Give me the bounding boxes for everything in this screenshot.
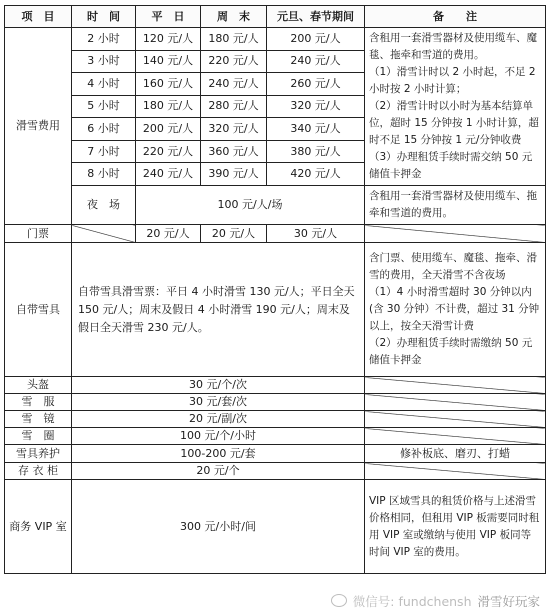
weekday-price: 120 元/人 (136, 28, 201, 51)
night-session-label: 夜 场 (72, 186, 136, 225)
header-row (5, 6, 546, 28)
empty-cell-slash (365, 463, 546, 480)
note-item: （1）滑雪计时以 2 小时起，不足 2 小时按 2 小时计算； (369, 66, 536, 95)
table-row (5, 377, 546, 394)
ticket-weekend: 20 元/人 (201, 225, 267, 243)
vip-room-price: 300 元/小时/间 (72, 480, 365, 574)
weekend-price: 320 元/人 (201, 118, 267, 141)
weekend-price: 220 元/人 (201, 50, 267, 73)
weekend-price: 240 元/人 (201, 73, 267, 96)
weekday-price: 200 元/人 (136, 118, 201, 141)
rental-label: 雪 服 (5, 394, 72, 411)
own-gear-label: 自带雪具 (5, 243, 72, 377)
weekend-price: 280 元/人 (201, 95, 267, 118)
weekday-price: 240 元/人 (136, 163, 201, 186)
holiday-price: 380 元/人 (267, 140, 365, 163)
rental-label: 雪 镜 (5, 411, 72, 428)
rental-price: 100-200 元/套 (72, 445, 365, 463)
note-intro: 含租用一套滑雪器材及使用缆车、魔毯、拖牵和雪道的费用。 (369, 32, 537, 61)
time-cell: 8 小时 (72, 163, 136, 186)
ticket-weekday: 20 元/人 (136, 225, 201, 243)
note-intro: 含门票、使用缆车、魔毯、拖牵、滑雪的费用，全天滑雪不含夜场 (369, 252, 537, 281)
note-item: （3）办理租赁手续时需交纳 50 元储值卡押金 (369, 151, 533, 180)
rental-price: 30 元/套/次 (72, 394, 365, 411)
table-row (5, 480, 546, 574)
header-notes: 备 注 (365, 6, 546, 28)
empty-cell-slash (365, 377, 546, 394)
own-gear-description: 自带雪具滑雪票：平日 4 小时滑雪 130 元/人；平日全天 150 元/人；周末及假日 4 小时滑雪 190 元/人；周末及假日全天滑雪 230 元/人。 (72, 243, 365, 377)
vip-room-note: VIP 区域雪具的租赁价格与上述滑雪价格相同，但租用 VIP 板需要同时租用 VIP 室或缴纳与使用 VIP 板同等时间 VIP 室的费用。 (365, 480, 546, 574)
night-session-note: 含租用一套滑雪器材及使用缆车、拖牵和雪道的费用。 (365, 186, 546, 225)
holiday-price: 260 元/人 (267, 73, 365, 96)
empty-cell-slash (365, 394, 546, 411)
ski-fee-label: 滑雪费用 (5, 28, 72, 225)
vip-room-label: 商务 VIP 室 (5, 480, 72, 574)
holiday-price: 420 元/人 (267, 163, 365, 186)
time-cell: 4 小时 (72, 73, 136, 96)
watermark (331, 592, 540, 610)
table-row (5, 411, 546, 428)
table-row (5, 225, 546, 243)
own-gear-notes (365, 243, 546, 377)
rental-price: 20 元/个 (72, 463, 365, 480)
header-weekday: 平 日 (136, 6, 201, 28)
weekend-price: 180 元/人 (201, 28, 267, 51)
table-row (5, 28, 546, 51)
header-item: 项 目 (5, 6, 72, 28)
rental-label: 头盔 (5, 377, 72, 394)
note-item: （2）办理租赁手续时需缴纳 50 元储值卡押金 (369, 337, 533, 366)
note-item: （2）滑雪计时以小时为基本结算单位，超时 15 分钟按 1 小时计算，超时不足 15 分钟按 1 元/分钟收费 (369, 100, 539, 146)
table-row (5, 463, 546, 480)
note-item: （1）4 小时滑雪超时 30 分钟以内(含 30 分钟）不计费，超过 31 分钟以上，按全天滑雪计费 (369, 286, 540, 332)
rental-label: 存 衣 柜 (5, 463, 72, 480)
time-cell: 5 小时 (72, 95, 136, 118)
holiday-price: 320 元/人 (267, 95, 365, 118)
table-row (5, 394, 546, 411)
ticket-holiday: 30 元/人 (267, 225, 365, 243)
wechat-icon (331, 594, 347, 607)
empty-cell-slash (365, 225, 546, 243)
night-session-price: 100 元/人/场 (136, 186, 365, 225)
holiday-price: 340 元/人 (267, 118, 365, 141)
weekday-price: 160 元/人 (136, 73, 201, 96)
empty-cell-slash (72, 225, 136, 243)
weekend-price: 390 元/人 (201, 163, 267, 186)
watermark-account: 微信号: fundchensh (352, 594, 472, 609)
time-cell: 6 小时 (72, 118, 136, 141)
time-cell: 7 小时 (72, 140, 136, 163)
rental-label: 雪 圈 (5, 428, 72, 445)
ski-price-table (4, 5, 546, 574)
rental-label: 雪具养护 (5, 445, 72, 463)
table-row (5, 445, 546, 463)
weekday-price: 220 元/人 (136, 140, 201, 163)
rental-price: 20 元/副/次 (72, 411, 365, 428)
watermark-brand: 滑雪好玩家 (477, 594, 540, 609)
empty-cell-slash (365, 428, 546, 445)
time-cell: 3 小时 (72, 50, 136, 73)
table-row (5, 428, 546, 445)
ski-fee-notes (365, 28, 546, 186)
holiday-price: 240 元/人 (267, 50, 365, 73)
weekday-price: 180 元/人 (136, 95, 201, 118)
rental-note: 修补板底、磨刃、打蜡 (365, 445, 546, 463)
empty-cell-slash (365, 411, 546, 428)
table-row (5, 243, 546, 377)
weekend-price: 360 元/人 (201, 140, 267, 163)
rental-price: 30 元/个/次 (72, 377, 365, 394)
weekday-price: 140 元/人 (136, 50, 201, 73)
rental-price: 100 元/个/小时 (72, 428, 365, 445)
time-cell: 2 小时 (72, 28, 136, 51)
table-row (5, 186, 546, 225)
holiday-price: 200 元/人 (267, 28, 365, 51)
header-weekend: 周 末 (201, 6, 267, 28)
header-time: 时 间 (72, 6, 136, 28)
ticket-label: 门票 (5, 225, 72, 243)
header-holiday: 元旦、春节期间 (267, 6, 365, 28)
